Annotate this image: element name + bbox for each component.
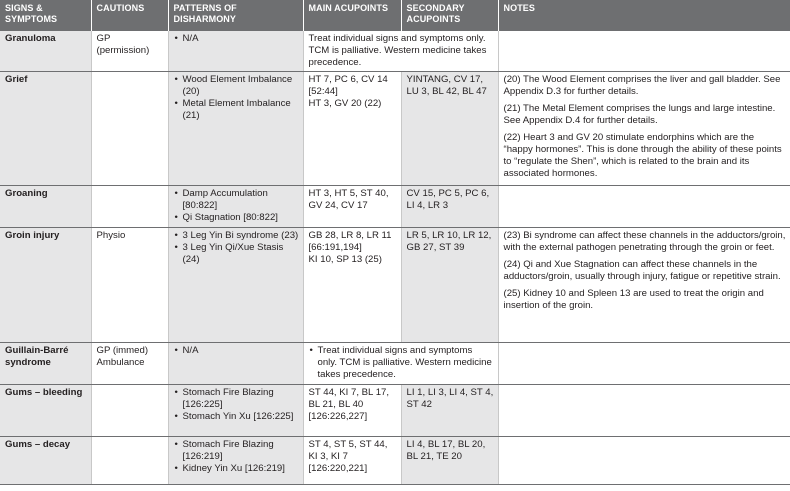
patterns-cell (168, 437, 303, 485)
patterns-cell (168, 186, 303, 228)
main-acupoints-cell (303, 343, 498, 385)
header-notes: NOTES (498, 0, 790, 31)
sign-cell: Groaning (0, 186, 91, 228)
pattern-item: • Metal Element Imbalance (21) (174, 98, 299, 122)
notes-cell (498, 31, 790, 72)
secondary-acupoints-cell (401, 72, 498, 186)
caution-text: Ambulance (96, 357, 145, 368)
patterns-cell (168, 72, 303, 186)
main-text: ST 44, KI 7, BL 17, BL 21, BL 40 [126:226,227] (308, 387, 390, 422)
pattern-item: • N/A (174, 345, 299, 357)
pattern-item: • Stomach Fire Blazing [126:225] (174, 387, 299, 411)
table-row (0, 343, 790, 385)
table-row (0, 228, 790, 343)
pattern-item: • Stomach Fire Blazing [126:219] (174, 439, 299, 463)
main-acupoints-cell (303, 228, 401, 343)
table-row (0, 72, 790, 186)
main-text: • Treat individual signs and symptoms only. TCM is palliative. Western medicine takes precedence. (309, 345, 494, 381)
pattern-item: • Qi Stagnation [80:822] (174, 212, 299, 224)
sign-cell: Gums – bleeding (0, 385, 91, 437)
header-row (0, 0, 790, 31)
main-acupoints-cell (303, 72, 401, 186)
caution-text: GP (96, 33, 111, 44)
cautions-cell (91, 31, 168, 72)
pattern-item: • Damp Accumulation [80:822] (174, 188, 299, 212)
sign-cell: Grief (0, 72, 91, 186)
main-acupoints-cell (303, 437, 401, 485)
pattern-item: • Stomach Yin Xu [126:225] (174, 411, 299, 423)
patterns-cell (168, 385, 303, 437)
note-text: (25) Kidney 10 and Spleen 13 are used to treat the origin and insertion of the groin. (503, 288, 764, 311)
notes-cell (498, 72, 790, 186)
secondary-acupoints-cell (401, 186, 498, 228)
pattern-item: • 3 Leg Yin Bi syndrome (23) (174, 230, 299, 242)
note-text: (23) Bi syndrome can affect these channels in the adductors/groin, with the external pathogen penetrating through the groin or feet. (503, 230, 786, 253)
header-signs: SIGNS & SYMPTOMS (0, 0, 91, 31)
cautions-cell (91, 186, 168, 228)
header-patterns: PATTERNS OF DISHARMONY (168, 0, 303, 31)
main-text: GB 28, LR 8, LR 11 [66:191,194] (308, 230, 392, 253)
main-text: HT 7, PC 6, CV 14 [52:44] (308, 74, 388, 97)
pattern-item: • Kidney Yin Xu [126:219] (174, 463, 299, 475)
sign-cell: Granuloma (0, 31, 91, 72)
main-text: Treat individual signs and symptoms only. TCM is palliative. Western medicine takes precedence. (308, 33, 487, 68)
main-text: ST 4, ST 5, ST 44, KI 3, KI 7 [126:220,221] (308, 439, 388, 474)
secondary-text: CV 15, PC 5, PC 6, LI 4, LR 3 (406, 188, 490, 211)
notes-cell (498, 343, 790, 385)
sign-cell: Guillain-Barré syndrome (0, 343, 91, 385)
notes-cell (498, 385, 790, 437)
notes-cell (498, 437, 790, 485)
note-text: (20) The Wood Element comprises the liver and gall bladder. See Appendix D.3 for further details. (503, 74, 781, 97)
main-text: HT 3, GV 20 (22) (308, 98, 382, 109)
secondary-acupoints-cell (401, 385, 498, 437)
main-acupoints-cell (303, 186, 401, 228)
secondary-text: LI 1, LI 3, LI 4, ST 4, ST 42 (406, 387, 494, 410)
header-cautions: CAUTIONS (91, 0, 168, 31)
main-text: HT 3, HT 5, ST 40, GV 24, CV 17 (308, 188, 389, 211)
main-acupoints-cell (303, 385, 401, 437)
pattern-item: • Wood Element Imbalance (20) (174, 74, 299, 98)
secondary-acupoints-cell (401, 437, 498, 485)
table-row (0, 186, 790, 228)
main-text: KI 10, SP 13 (25) (308, 254, 382, 265)
sign-cell: Groin injury (0, 228, 91, 343)
sign-cell: Gums – decay (0, 437, 91, 485)
pattern-item: • 3 Leg Yin Qi/Xue Stasis (24) (174, 242, 299, 266)
patterns-cell (168, 343, 303, 385)
main-acupoints-cell (303, 31, 498, 72)
secondary-text: LI 4, BL 17, BL 20, BL 21, TE 20 (406, 439, 486, 462)
notes-cell (498, 228, 790, 343)
cautions-cell (91, 228, 168, 343)
cautions-cell (91, 385, 168, 437)
cautions-cell (91, 343, 168, 385)
patterns-cell (168, 31, 303, 72)
secondary-text: LR 5, LR 10, LR 12, GB 27, ST 39 (406, 230, 492, 253)
cautions-cell (91, 72, 168, 186)
caution-text: Physio (96, 230, 126, 241)
note-text: (22) Heart 3 and GV 20 stimulate endorphins which are the “happy hormones”. This is done through the ability of these points to “regulate the Shen”, which is related to the brain and its associated hormones. (503, 132, 782, 179)
pattern-item: • N/A (174, 33, 299, 45)
table-row (0, 437, 790, 485)
secondary-acupoints-cell (401, 228, 498, 343)
table-row (0, 385, 790, 437)
notes-cell (498, 186, 790, 228)
caution-text: GP (immed) (96, 345, 149, 356)
secondary-text: YINTANG, CV 17, LU 3, BL 42, BL 47 (406, 74, 487, 97)
patterns-cell (168, 228, 303, 343)
table-row (0, 31, 790, 72)
note-text: (21) The Metal Element comprises the lungs and large intestine. See Appendix D.4 for further details. (503, 103, 776, 126)
header-main-acupoints: MAIN ACUPOINTS (303, 0, 401, 31)
caution-text: (permission) (96, 45, 150, 56)
cautions-cell (91, 437, 168, 485)
note-text: (24) Qi and Xue Stagnation can affect these channels in the adductors/groin, usually through injury, fatigue or repetitive strain. (503, 259, 781, 282)
header-secondary-acupoints: SECONDARY ACUPOINTS (401, 0, 498, 31)
